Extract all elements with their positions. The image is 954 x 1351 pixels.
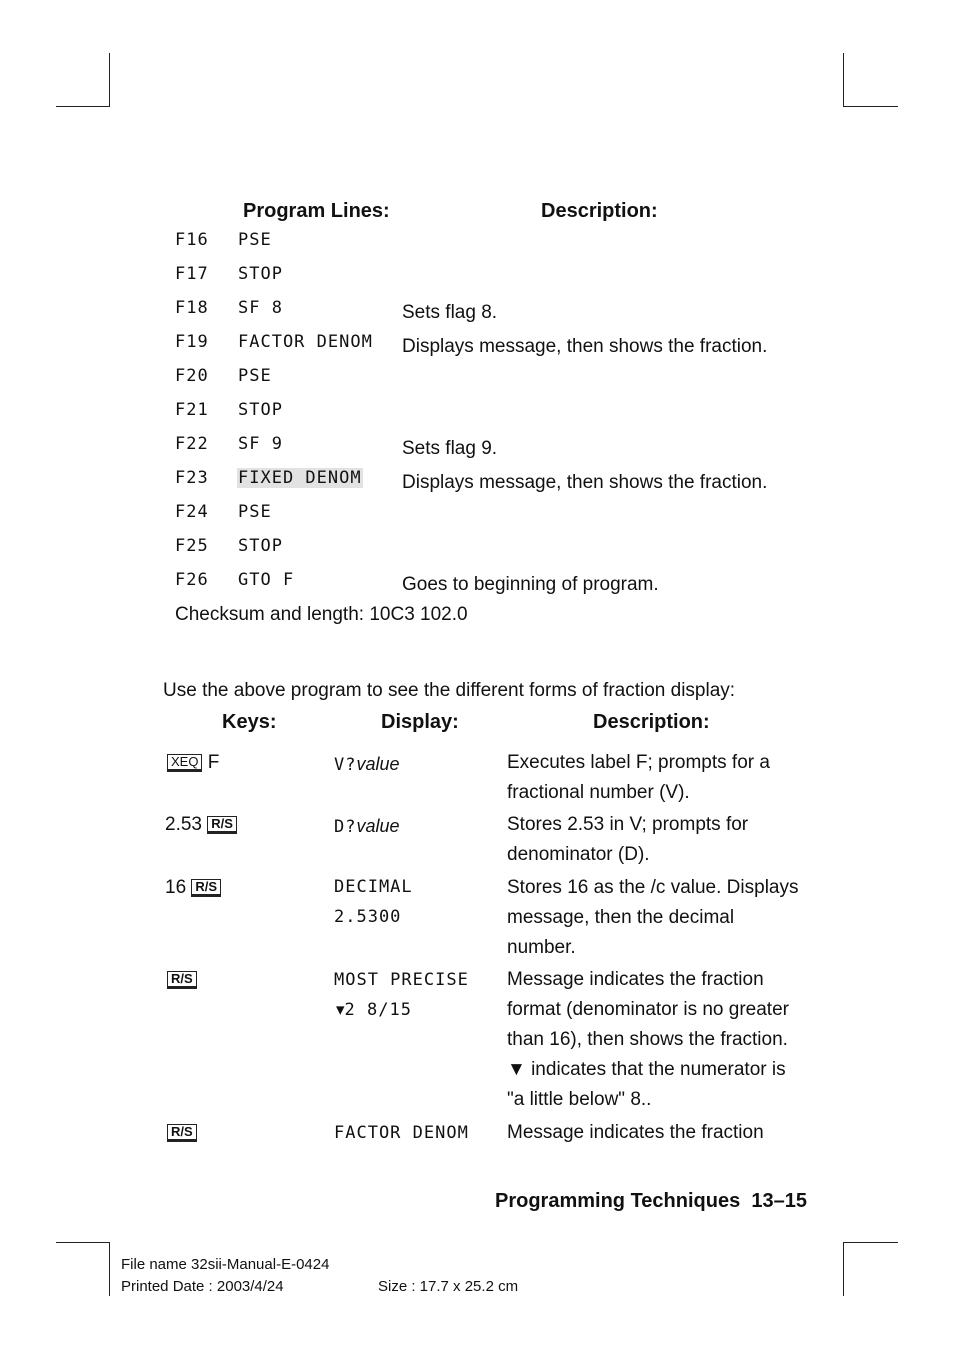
program-line-number: F16 [175, 230, 209, 250]
program-instruction: SF 9 [238, 434, 283, 454]
lcd-text: V? [334, 755, 357, 775]
desc-line: format (denominator is no greater [507, 999, 789, 1020]
desc-line: fractional number (V). [507, 782, 690, 803]
program-instruction: FACTOR DENOM [238, 332, 373, 352]
program-description: Goes to beginning of program. [402, 574, 659, 595]
xeq-key: XEQ [167, 754, 202, 772]
crop-mark-bottom-right-h [843, 1242, 898, 1243]
program-line-number: F26 [175, 570, 209, 590]
program-line-number: F23 [175, 468, 209, 488]
display-cell [334, 754, 400, 775]
crop-mark-top-right-v [843, 53, 844, 107]
desc-line: Executes label F; prompts for a [507, 752, 770, 773]
header-program-lines: Program Lines: [243, 200, 390, 222]
display-cell [336, 1000, 412, 1020]
program-line-number: F20 [175, 366, 209, 386]
crop-mark-top-left-h [56, 106, 110, 107]
program-line-number: F25 [175, 536, 209, 556]
keys-description [507, 873, 798, 963]
desc-line: denominator (D). [507, 844, 650, 865]
display-cell [334, 816, 400, 837]
crop-mark-top-left-v [109, 53, 110, 107]
lcd-text: MOST PRECISE [334, 970, 469, 990]
header-program-description: Description: [541, 200, 658, 222]
crop-mark-bottom-right-v [843, 1242, 844, 1296]
program-instruction: STOP [238, 400, 283, 420]
program-line-number: F17 [175, 264, 209, 284]
header-keys: Keys: [222, 711, 277, 733]
desc-line: Stores 2.53 in V; prompts for [507, 814, 749, 835]
program-instruction: SF 8 [238, 298, 283, 318]
display-value-italic: value [356, 816, 400, 836]
key-prefix: 16 [165, 877, 187, 898]
lcd-text: DECIMAL [334, 877, 413, 897]
lcd-text: FACTOR DENOM [334, 1123, 469, 1143]
checksum-line: Checksum and length: 10C3 102.0 [175, 604, 468, 625]
file-name: File name 32sii-Manual-E-0424 [121, 1256, 330, 1273]
program-description: Sets flag 8. [402, 302, 498, 323]
run-stop-key: R/S [207, 816, 237, 834]
keys-cell [165, 873, 221, 903]
keys-description [507, 748, 770, 808]
program-instruction: STOP [238, 536, 283, 556]
key-suffix: F [207, 752, 220, 773]
desc-line: Message indicates the fraction [507, 969, 764, 990]
program-instruction: STOP [238, 264, 283, 284]
program-instruction: PSE [238, 230, 272, 250]
program-line-number: F19 [175, 332, 209, 352]
down-triangle-icon: ▾ [336, 1000, 345, 1019]
header-keys-description: Description: [593, 711, 710, 733]
program-instruction: PSE [238, 502, 272, 522]
program-instruction-highlighted: FIXED DENOM [238, 468, 362, 488]
keys-cell [167, 965, 197, 995]
desc-line: than 16), then shows the fraction. [507, 1029, 788, 1050]
program-line-number: F22 [175, 434, 209, 454]
keys-description [507, 1118, 764, 1148]
keys-cell [167, 1118, 197, 1148]
crop-mark-bottom-left-h [56, 1242, 110, 1243]
header-display: Display: [381, 711, 459, 733]
keys-cell [165, 810, 237, 840]
lcd-text: D? [334, 817, 357, 837]
printed-date: Printed Date : 2003/4/24 [121, 1278, 284, 1295]
program-description: Displays message, then shows the fraction. [402, 472, 768, 493]
keys-description [507, 810, 748, 870]
run-stop-key: R/S [191, 879, 221, 897]
run-stop-key: R/S [167, 1124, 197, 1142]
program-description: Sets flag 9. [402, 438, 498, 459]
page-footer: Programming Techniques 13–15 [495, 1190, 807, 1212]
keys-cell [167, 748, 219, 778]
desc-line: "a little below" 8.. [507, 1089, 652, 1110]
crop-mark-top-right-h [843, 106, 898, 107]
program-line-number: F18 [175, 298, 209, 318]
desc-line: number. [507, 937, 576, 958]
intro-paragraph: Use the above program to see the different forms of fraction display: [163, 680, 736, 701]
run-stop-key: R/S [167, 971, 197, 989]
program-description: Displays message, then shows the fraction. [402, 336, 768, 357]
desc-line: Message indicates the fraction [507, 1122, 764, 1143]
program-instruction: GTO F [238, 570, 295, 590]
lcd-text: 2.5300 [334, 907, 402, 927]
crop-mark-bottom-left-v [109, 1242, 110, 1296]
key-prefix: 2.53 [165, 814, 202, 835]
desc-line: ▼ indicates that the numerator is [507, 1059, 786, 1080]
program-line-number: F24 [175, 502, 209, 522]
program-instruction: PSE [238, 366, 272, 386]
desc-line: Stores 16 as the /c value. Displays [507, 877, 799, 898]
lcd-text: 2 8/15 [344, 1000, 412, 1020]
keys-description [507, 965, 789, 1115]
display-value-italic: value [356, 754, 400, 774]
page-size: Size : 17.7 x 25.2 cm [378, 1278, 519, 1295]
desc-line: message, then the decimal [507, 907, 735, 928]
program-line-number: F21 [175, 400, 209, 420]
